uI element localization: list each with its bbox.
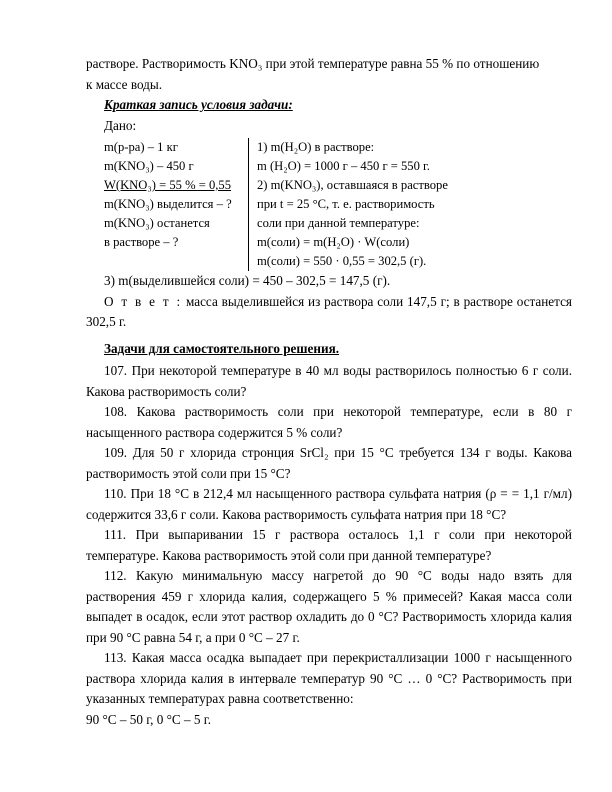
given-left-row: m(KNO₃) останется — [104, 216, 210, 230]
problem-111: 111. При выпаривании 15 г раствора осталось 1,1 г соли при некоторой температуре. Какова растворимость этой соли при данной температуре? — [86, 527, 572, 563]
given-left-row: W(KNO₃) = 55 % = 0,55 — [104, 178, 232, 192]
solution-row: при t = 25 °C, т. е. растворимость — [257, 197, 435, 211]
problem-112: 112. Какую минимальную массу нагретой до 90 °C воды надо взять для растворения 459 г хлорида калия, содержащего 5 % примесей? Какая масса соли выпадет в осадок, если этот раствор охладить до 0 °C? Растворимость хлорида калия при 90 °C равна 54 г, а при 0 °C – 27 г. — [86, 568, 572, 645]
given-label: Дано: — [104, 117, 137, 133]
given-left-row: m(KNO₃) выделится – ? — [104, 197, 232, 211]
solution-row: m (H₂O) = 1000 г – 450 г = 550 г. — [257, 159, 430, 173]
answer-paragraph — [86, 292, 572, 333]
solution-row: m(соли) = m(H₂O) · W(соли) — [257, 235, 410, 249]
intro-line-1: растворе. Растворимость KNO₃ при этой температуре равна 55 % по отношению — [86, 56, 540, 71]
solution-row: 1) m(H₂O) в растворе: — [257, 140, 375, 154]
answer-text: масса выделившейся из раствора соли 147,5 г; в растворе останется 302,5 г. — [86, 293, 573, 329]
section-heading: Задачи для самостоятельного решения. — [104, 340, 340, 356]
solution-row: 2) m(KNO₃), оставшаяся в растворе — [257, 178, 448, 192]
problem-107: 107. При некоторой температуре в 40 мл воды растворилось полностью 6 г соли. Какова растворимость соли? — [86, 363, 572, 399]
answer-label: О т в е т : — [104, 293, 183, 309]
solution-row: соли при данной температуре: — [257, 216, 420, 230]
problem-113: 113. Какая масса осадка выпадает при перекристаллизации 1000 г насыщенного раствора хлорида калия в интервале температур 90 °C … 0 °C? Растворимость при указанных температурах равна соответственно: — [86, 650, 572, 706]
solution-column — [249, 138, 448, 271]
problem-108: 108. Какова растворимость соли при некоторой температуре, если в 80 г насыщенного раствора содержится 5 % соли? — [86, 404, 572, 440]
intro-line-2: к массе воды. — [86, 76, 163, 92]
step-3: 3) m(выделившейся соли) = 450 – 302,5 = 147,5 (г). — [104, 273, 391, 288]
solution-row: m(соли) = 550 · 0,55 = 302,5 (г). — [257, 254, 427, 268]
document-page — [86, 54, 572, 730]
problem-113-values: 90 °C – 50 г, 0 °C – 5 г. — [86, 711, 211, 727]
given-table — [104, 138, 572, 271]
given-left-row: m(р-ра) – 1 кг — [104, 140, 178, 154]
condition-heading: Краткая запись условия задачи: — [104, 97, 293, 112]
given-left-column — [104, 138, 249, 271]
problem-109: 109. Для 50 г хлорида стронция SrCl₂ при 15 °C требуется 134 г воды. Какова растворимость этой соли при 15 °C? — [86, 445, 572, 481]
given-left-row: m(KNO₃) – 450 г — [104, 159, 194, 173]
problem-110: 110. При 18 °C в 212,4 мл насыщенного раствора сульфата натрия (ρ = = 1,1 г/мл) содержится 33,6 г соли. Какова растворимость сульфата натрия при 18 °C? — [86, 486, 572, 522]
given-left-row: в растворе – ? — [104, 235, 179, 249]
